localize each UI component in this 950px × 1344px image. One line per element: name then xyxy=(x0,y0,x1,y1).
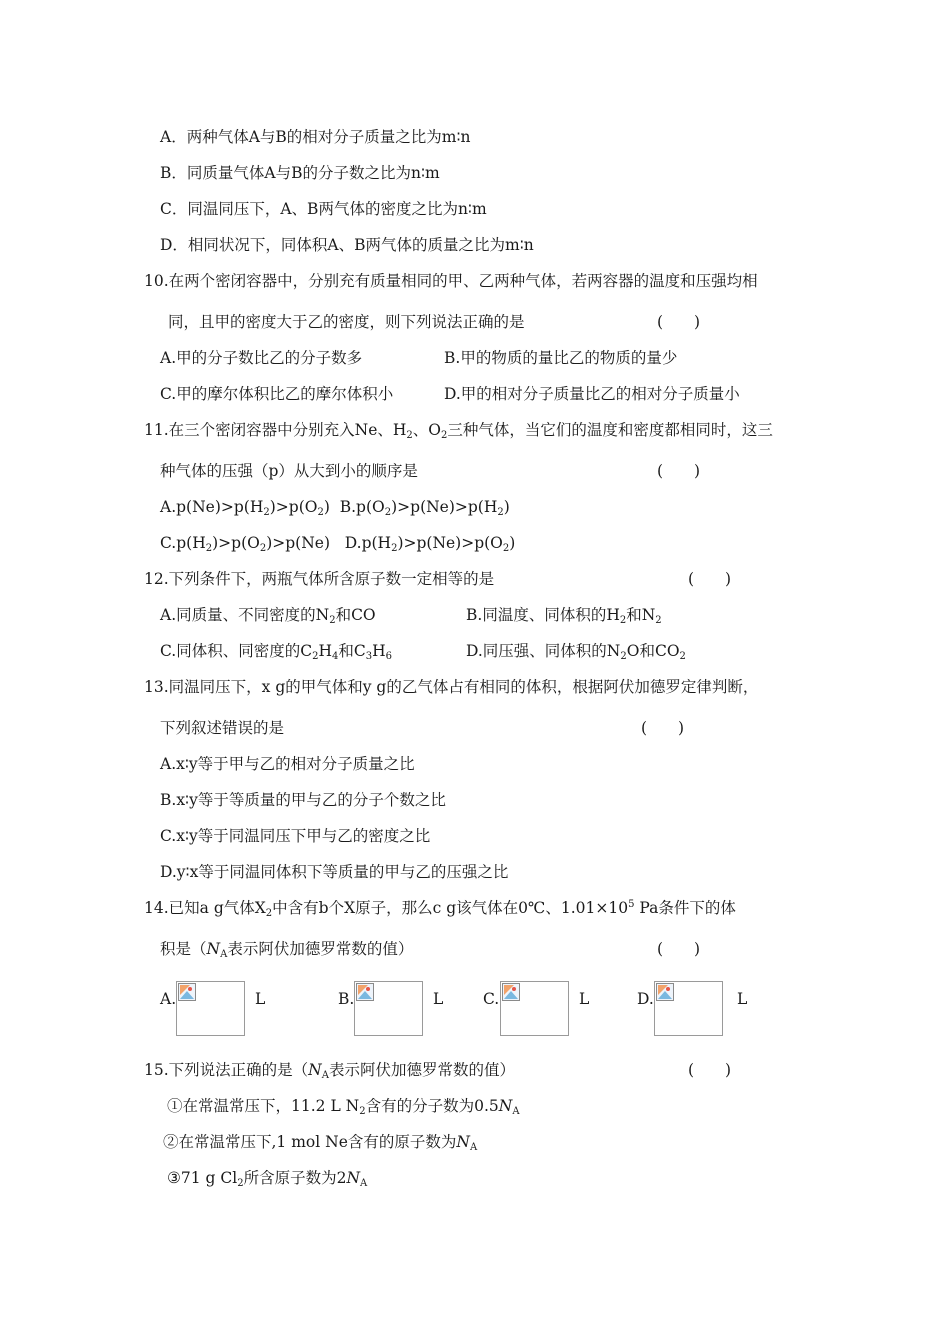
q12-stem: 12.下列条件下，两瓶气体所含原子数一定相等的是 xyxy=(144,570,495,588)
q14-option-d-label: D. xyxy=(637,990,654,1008)
q13-option-a: A.x∶y等于甲与乙的相对分子质量之比 xyxy=(160,755,415,773)
q14-option-b-unit: L xyxy=(433,990,444,1008)
q10-option-d: D.甲的相对分子质量比乙的相对分子质量小 xyxy=(444,385,740,403)
q15-statement-1: ①在常温常压下，11.2 L $N_2$含有的分子数为$0.5N_A$ xyxy=(167,1097,520,1117)
q14-answer-paren: ( ) xyxy=(657,940,701,958)
q10-stem-line2: 同，且甲的密度大于乙的密度，则下列说法正确的是 xyxy=(168,313,525,331)
q15-statement-2: ②在常温常压下,1 mol Ne含有的原子数为$N_A$ xyxy=(163,1133,478,1153)
q11-stem-line1: 11.在三个密闭容器中分别充入Ne、$H_2$、$O_2$三种气体，当它们的温度和密度都相同时，这三 xyxy=(144,421,773,441)
q10-option-a: A.甲的分子数比乙的分子数多 xyxy=(160,349,363,367)
q15-answer-paren: ( ) xyxy=(688,1061,732,1079)
q12-option-a: A.同质量、不同密度的$N_2$和CO xyxy=(160,606,376,626)
q12-option-b: B.同温度、同体积的$H_2$和$N_2$ xyxy=(466,606,662,626)
q11-answer-paren: ( ) xyxy=(657,462,701,480)
q14-option-c-formula-image xyxy=(500,981,569,1036)
q14-option-b-label: B. xyxy=(338,990,355,1008)
q13-answer-paren: ( ) xyxy=(641,719,685,737)
q11-option-cd: $C.p(H_2)>p(O_2)>p(Ne)$ $D.p(H_2)>p(Ne)>p(O_2)$ xyxy=(160,534,516,554)
q14-option-a-unit: L xyxy=(255,990,266,1008)
q9-option-c: C．同温同压下，A、B两气体的密度之比为n∶m xyxy=(160,200,487,218)
q12-answer-paren: ( ) xyxy=(688,570,732,588)
q13-stem-line2: 下列叙述错误的是 xyxy=(160,719,285,737)
q13-option-c: C.x∶y等于同温同压下甲与乙的密度之比 xyxy=(160,827,431,845)
q14-option-b-formula-image xyxy=(354,981,423,1036)
q14-option-c-label: C. xyxy=(483,990,500,1008)
q14-stem-line1: 14.已知a g气体$X_2$中含有b个X原子，那么c g该气体在0℃、$1.01\times 10^5$ Pa条件下的体 xyxy=(144,899,736,919)
q14-option-a-formula-image xyxy=(176,981,245,1036)
broken-image-icon xyxy=(178,983,196,1001)
broken-image-icon xyxy=(356,983,374,1001)
q10-option-b: B.甲的物质的量比乙的物质的量少 xyxy=(444,349,678,367)
q14-stem-line2: 积是（$N_A$表示阿伏加德罗常数的值） xyxy=(160,940,414,960)
q14-option-d-unit: L xyxy=(737,990,748,1008)
q12-option-d: D.同压强、同体积的$N_2O$和$CO_2$ xyxy=(466,642,686,662)
q9-option-a: A．两种气体A与B的相对分子质量之比为m∶n xyxy=(160,128,471,146)
q11-stem-line2: 种气体的压强（p）从大到小的顺序是 xyxy=(160,462,418,480)
q14-option-c-unit: L xyxy=(579,990,590,1008)
q13-option-d: D.y∶x等于同温同体积下等质量的甲与乙的压强之比 xyxy=(160,863,509,881)
q14-option-a-label: A. xyxy=(160,990,177,1008)
broken-image-icon xyxy=(502,983,520,1001)
q10-option-c: C.甲的摩尔体积比乙的摩尔体积小 xyxy=(160,385,394,403)
q13-stem-line1: 13.同温同压下，x g的甲气体和y g的乙气体占有相同的体积，根据阿伏加德罗定律判断， xyxy=(144,678,759,696)
q14-option-d-formula-image xyxy=(654,981,723,1036)
q11-option-ab: $A.p(Ne)>p(H_2)>p(O_2)$ $B.p(O_2)>p(Ne)>p(H_2)$ xyxy=(160,498,510,518)
q12-option-c: C.同体积、同密度的$C_2H_4$和$C_3H_6$ xyxy=(160,642,393,662)
q9-option-b: B．同质量气体A与B的分子数之比为n∶m xyxy=(160,164,440,182)
q9-option-d: D．相同状况下，同体积A、B两气体的质量之比为m∶n xyxy=(160,236,534,254)
broken-image-icon xyxy=(656,983,674,1001)
q10-stem-line1: 10.在两个密闭容器中，分别充有质量相同的甲、乙两种气体，若两容器的温度和压强均相 xyxy=(144,272,758,290)
q10-answer-paren: ( ) xyxy=(657,313,701,331)
q15-statement-3: ③71 g $Cl_2$所含原子数为$2N_A$ xyxy=(167,1169,368,1189)
q15-stem: 15.下列说法正确的是（$N_A$表示阿伏加德罗常数的值） xyxy=(144,1061,515,1081)
q13-option-b: B.x∶y等于等质量的甲与乙的分子个数之比 xyxy=(160,791,446,809)
